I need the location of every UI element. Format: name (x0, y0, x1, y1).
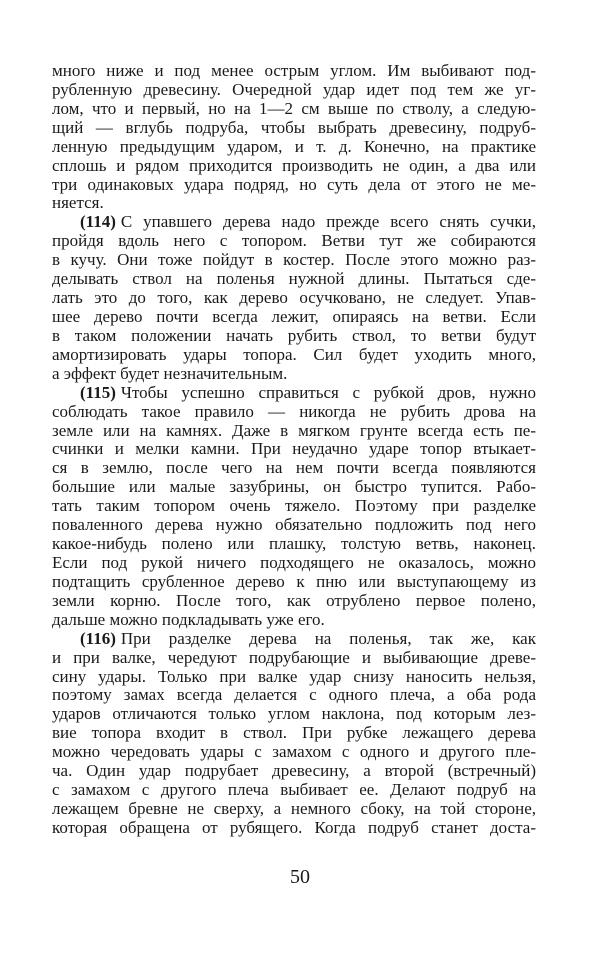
line-text: лежащем бревне не сверху, а немного сбоку, на той стороне, (52, 798, 536, 818)
paragraph-number: (116) (80, 628, 116, 648)
paragraph-number: (115) (80, 382, 116, 402)
text-line (52, 630, 536, 649)
text-line (52, 289, 536, 308)
text-line (52, 592, 536, 611)
line-text: поэтому замах всегда делается с одного плеча, а оба рода (52, 685, 536, 705)
line-text: какое-нибудь полено или плашку, толстую ветвь, наконец. (52, 534, 536, 554)
line-text: вие топора входит в ствол. При рубке лежащего дерева (52, 723, 536, 743)
text-line (52, 478, 536, 497)
text-line (52, 440, 536, 459)
text-line (52, 194, 536, 213)
text-line (52, 176, 536, 195)
line-text: земле или на камнях. Даже в мягком грунте всегда есть пе- (52, 420, 536, 440)
text-line (52, 573, 536, 592)
text-line (52, 100, 536, 119)
text-line (52, 327, 536, 346)
line-text: лать это до того, как дерево осучковано, не следует. Упав- (52, 288, 536, 308)
line-text: делывать ствол на поленья нужной длины. Пытаться сде- (52, 269, 536, 289)
text-line (52, 800, 536, 819)
text-line (52, 781, 536, 800)
line-text: сплошь и рядом приходится производить не один, а два или (52, 155, 536, 175)
text-line (52, 668, 536, 687)
line-text: в кучу. Они тоже пойдут в костер. После этого можно раз- (52, 250, 536, 270)
line-text: При разделке дерева на поленья, так же, как (120, 628, 536, 648)
line-text: Если под рукой ничего подходящего не оказалось, можно (52, 552, 536, 572)
line-text: ча. Один удар подрубает древесину, а второй (встречный) (52, 761, 536, 781)
line-text: дальше можно подкладывать уже его. (52, 609, 325, 629)
line-text: в таком положении начать рубить ствол, то ветви будут (52, 325, 536, 345)
line-text: много ниже и под менее острым углом. Им выбивают под- (52, 61, 536, 80)
text-line (52, 459, 536, 478)
line-text: которая обращена от рубящего. Когда подруб станет доста- (52, 817, 536, 837)
text-line (52, 157, 536, 176)
line-text: няется. (52, 193, 104, 213)
line-text: пройдя вдоль него с топором. Ветви тут же собираются (52, 231, 536, 251)
text-line (52, 346, 536, 365)
text-line (52, 762, 536, 781)
paragraph-number: (114) (80, 212, 116, 232)
line-text: а эффект будет незначительным. (52, 363, 288, 383)
line-text: поваленного дерева нужно обязательно подложить под него (52, 515, 536, 535)
text-line (52, 119, 536, 138)
text-line (52, 649, 536, 668)
text-line (52, 384, 536, 403)
text-line (52, 724, 536, 743)
line-text: ся в землю, после чего на нем почти всегда появляются (52, 458, 536, 478)
line-text: счинки и мелки камни. При неудачно ударе топор втыкает- (52, 439, 536, 459)
line-text: ударов отличаются только углом наклона, под которым лез- (52, 704, 536, 724)
paragraph (52, 630, 536, 838)
text-line (52, 62, 536, 81)
line-text: земли корню. После того, как отрублено первое полено, (52, 590, 536, 610)
page-number: 50 (290, 866, 310, 888)
line-text: подтащить срубленное дерево к пню или выступающему из (52, 571, 536, 591)
line-text: С упавшего дерева надо прежде всего снять сучки, (120, 212, 536, 232)
text-line (52, 497, 536, 516)
text-line (52, 422, 536, 441)
text-line (52, 516, 536, 535)
line-text: амортизировать удары топора. Сил будет уходить много, (52, 344, 536, 364)
text-line (52, 686, 536, 705)
paragraph (52, 384, 536, 630)
line-text: сину удары. Только при валке удар снизу наносить нельзя, (52, 666, 536, 686)
text-line (52, 308, 536, 327)
line-text: тать таким топором очень тяжело. Поэтому при разделке (52, 496, 536, 516)
line-text: Чтобы успешно справиться с рубкой дров, нужно (120, 382, 536, 402)
line-text: можно чередовать удары с замахом с одного и другого пле- (52, 742, 536, 762)
line-text: лом, что и первый, но на 1—2 см выше по стволу, а следую- (52, 98, 536, 118)
line-text: с замахом с другого плеча выбивает ее. Делают подруб на (52, 780, 536, 800)
line-text: три одинаковых удара подряд, но суть дела от этого не ме- (52, 174, 536, 194)
text-line (52, 213, 536, 232)
text-line (52, 270, 536, 289)
text-line (52, 819, 536, 838)
page-body (52, 62, 536, 838)
text-line (52, 365, 536, 384)
text-line (52, 535, 536, 554)
line-text: ленную предыдущим ударом, и т. д. Конечно, на практике (52, 136, 536, 156)
text-line (52, 705, 536, 724)
text-line (52, 251, 536, 270)
line-text: рубленную древесину. Очередной удар идет под тем же уг- (52, 79, 536, 99)
text-line (52, 138, 536, 157)
text-line (52, 403, 536, 422)
text-line (52, 611, 536, 630)
line-text: и при валке, чередуют подрубающие и выбивающие древе- (52, 647, 536, 667)
paragraph (52, 62, 536, 213)
text-line (52, 81, 536, 100)
line-text: щий — вглубь подруба, чтобы выбрать древесину, подруб- (52, 117, 536, 137)
line-text: соблюдать такое правило — никогда не рубить дрова на (52, 401, 536, 421)
text-line (52, 232, 536, 251)
line-text: большие или малые зазубрины, он быстро тупится. Рабо- (52, 477, 536, 497)
text-line (52, 743, 536, 762)
line-text: шее дерево почти всегда лежит, опираясь на ветви. Если (52, 306, 536, 326)
text-line (52, 554, 536, 573)
paragraph (52, 213, 536, 383)
